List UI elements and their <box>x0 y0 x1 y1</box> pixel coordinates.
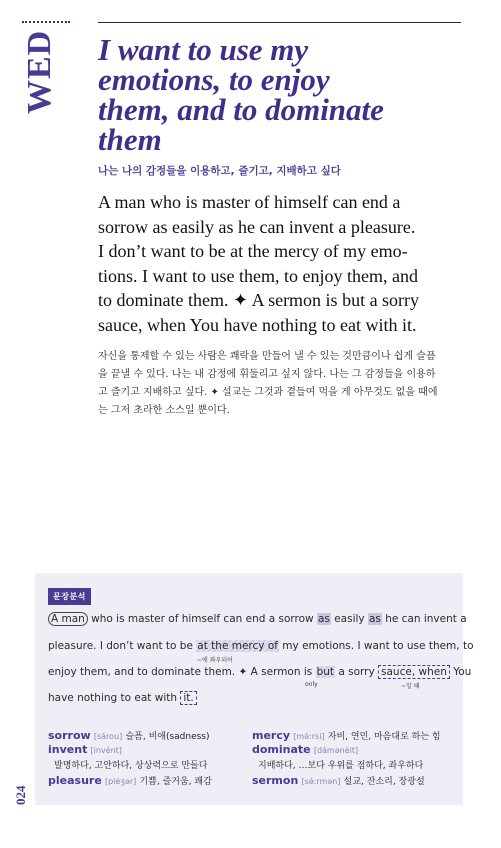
analysis-text: he can invent a <box>381 613 467 625</box>
english-line: sauce, when You have nothing to eat with it. <box>98 314 417 335</box>
vocab-word: dominate <box>252 743 311 756</box>
korean-title: 나는 나의 감정들을 이용하고, 즐기고, 지배하고 싶다 <box>98 165 341 177</box>
vocab-pron: [sə́ːrmən] <box>301 777 341 786</box>
highlight: but <box>316 666 335 678</box>
title-line: them, and to dominate <box>98 92 384 127</box>
analysis-text: You <box>449 666 472 678</box>
vocab-item <box>48 774 212 787</box>
vocab-word: sermon <box>252 774 299 787</box>
korean-line: 자신을 통제할 수 있는 사람은 쾌락을 만들어 낼 수 있는 것만큼이나 쉽게 슬픔 <box>98 351 436 362</box>
subject-mark: A man <box>48 612 88 626</box>
vocab-meaning: 발명하다, 고안하다, 상상력으로 만들다 <box>54 761 208 771</box>
analysis-text: my emotions. I want to use them, to <box>278 640 474 652</box>
highlight: as <box>368 613 381 625</box>
english-line: A man who is master of himself can end a <box>98 192 401 212</box>
sentence-analysis-box <box>35 573 474 805</box>
analysis-badge: 문장분석 <box>48 588 91 605</box>
gloss-note: ~일 때 <box>401 683 420 690</box>
top-rule <box>98 22 461 23</box>
day-label: WED <box>21 29 58 114</box>
vocab-pron: [mə́ːrsi] <box>293 732 325 741</box>
vocab-meaning: 자비, 연민, 마음대로 하는 힘 <box>327 732 441 742</box>
vocab-item <box>252 774 425 787</box>
page-title <box>98 32 468 157</box>
gloss-note: only <box>305 681 318 688</box>
gloss-note: ~에 좌우되어 <box>197 657 233 664</box>
vocab-item <box>48 729 210 742</box>
vocab-pron: [dámənèit] <box>313 746 359 755</box>
korean-translation <box>98 348 464 420</box>
title-line: I want to use my <box>98 32 309 67</box>
boxed-phrase: it. <box>180 691 196 705</box>
vocab-meaning: 기쁨, 즐거움, 쾌감 <box>139 777 212 787</box>
analysis-line <box>48 692 197 704</box>
english-passage <box>98 190 464 337</box>
idiom-highlight: at the mercy of <box>197 640 278 652</box>
vocab-word: invent <box>48 743 88 756</box>
analysis-line <box>48 640 474 652</box>
vocab-pron: [sárou] <box>93 732 123 741</box>
analysis-text: pleasure. I don’t want to be <box>48 640 197 652</box>
vocab-pron: [invént] <box>90 746 122 755</box>
analysis-line <box>48 613 467 625</box>
analysis-text: who is master of himself can end a sorrow <box>87 613 317 625</box>
analysis-text: have nothing to eat with <box>48 692 181 704</box>
page-number: 024 <box>13 785 28 805</box>
english-line: tions. I want to use them, to enjoy them, and <box>98 265 418 286</box>
vocab-word: pleasure <box>48 774 102 787</box>
vocab-meaning: 지배하다, …보다 우위를 점하다, 좌우하다 <box>258 761 424 771</box>
vocab-word: sorrow <box>48 729 91 742</box>
vocab-pron: [pléʒər] <box>104 777 137 786</box>
vocab-word: mercy <box>252 729 291 742</box>
vocab-item <box>252 743 358 756</box>
vocab-item <box>48 743 122 756</box>
title-line: emotions, to enjoy <box>98 62 330 97</box>
boxed-phrase: sauce, when <box>378 665 450 679</box>
analysis-text: easily <box>330 613 368 625</box>
vocab-meaning-line <box>54 758 207 771</box>
korean-line: 을 끝낼 수 있다. 나는 내 감정에 휘둘리고 싶지 않다. 나는 그 감정들을 이용하 <box>98 369 436 380</box>
korean-line: 는 그저 초라한 소스일 뿐이다. <box>98 405 230 416</box>
vocab-meaning: 설교, 잔소리, 장광설 <box>343 777 425 787</box>
dotted-rule <box>22 21 70 23</box>
highlight: as <box>317 613 330 625</box>
analysis-line <box>48 666 471 678</box>
vocab-meaning-line <box>258 758 423 771</box>
vocab-item <box>252 729 441 742</box>
analysis-text: a sorry <box>335 666 379 678</box>
english-line: I don’t want to be at the mercy of my emo- <box>98 241 408 261</box>
english-line: sorrow as easily as he can invent a pleasure. <box>98 216 416 237</box>
vocab-meaning: 슬픔, 비애(sadness) <box>125 732 210 742</box>
korean-line: 고 즐기고 지배하고 싶다. ✦ 설교는 그것과 곁들여 먹을 게 아무것도 없을 때에 <box>98 387 438 398</box>
english-line: to dominate them. ✦ A sermon is but a sorry <box>98 290 420 310</box>
analysis-text: enjoy them, and to dominate them. ✦ A sermon is <box>48 666 316 678</box>
title-line: them <box>98 122 162 157</box>
